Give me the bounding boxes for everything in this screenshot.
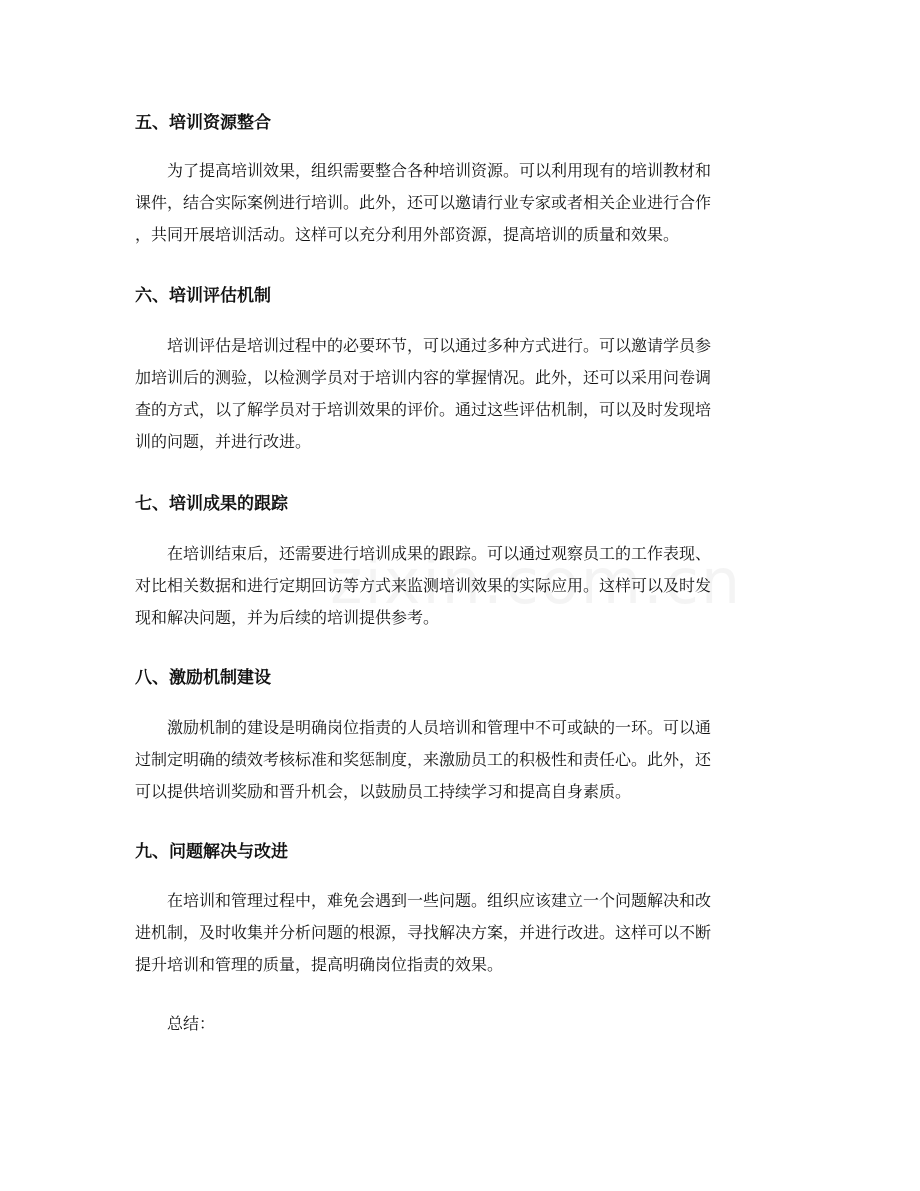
paragraph-line: 培训评估是培训过程中的必要环节，可以通过多种方式进行。可以邀请学员参 (167, 336, 712, 355)
section-heading-6: 六、培训评估机制 (135, 286, 271, 306)
paragraph-line: 可以提供培训奖励和晋升机会，以鼓励员工持续学习和提高自身素质。 (135, 782, 632, 801)
paragraph-line: ，共同开展培训活动。这样可以充分利用外部资源，提高培训的质量和效果。 (135, 225, 680, 244)
summary-label: 总结： (167, 1014, 216, 1033)
paragraph-line: 查的方式，以了解学员对于培训效果的评价。通过这些评估机制，可以及时发现培 (135, 400, 712, 419)
section-paragraph-5 (135, 155, 795, 251)
paragraph-line: 加培训后的测验，以检测学员对于培训内容的掌握情况。此外，还可以采用问卷调 (135, 368, 712, 387)
section-paragraph-8 (135, 712, 795, 808)
section-heading-9: 九、问题解决与改进 (135, 842, 288, 862)
section-paragraph-7 (135, 538, 795, 634)
paragraph-line: 训的问题，并进行改进。 (135, 432, 312, 451)
section-paragraph-6 (135, 330, 795, 458)
paragraph-line: 提升培训和管理的质量，提高明确岗位指责的效果。 (135, 955, 504, 974)
section-heading-5: 五、培训资源整合 (135, 113, 271, 133)
paragraph-line: 现和解决问题，并为后续的培训提供参考。 (135, 608, 440, 627)
paragraph-line: 在培训和管理过程中，难免会遇到一些问题。组织应该建立一个问题解决和改 (167, 891, 712, 910)
paragraph-line: 对比相关数据和进行定期回访等方式来监测培训效果的实际应用。这样可以及时发 (135, 576, 712, 595)
paragraph-line: 过制定明确的绩效考核标准和奖惩制度，来激励员工的积极性和责任心。此外，还 (135, 750, 712, 769)
paragraph-line: 为了提高培训效果，组织需要整合各种培训资源。可以利用现有的培训教材和 (167, 161, 712, 180)
paragraph-line: 激励机制的建设是明确岗位指责的人员培训和管理中不可或缺的一环。可以通 (167, 718, 712, 737)
paragraph-line: 进机制，及时收集并分析问题的根源，寻找解决方案，并进行改进。这样可以不断 (135, 923, 712, 942)
section-paragraph-9 (135, 885, 795, 981)
section-heading-8: 八、激励机制建设 (135, 668, 271, 688)
paragraph-line: 课件，结合实际案例进行培训。此外，还可以邀请行业专家或者相关企业进行合作 (135, 193, 712, 212)
section-heading-7: 七、培训成果的跟踪 (135, 494, 288, 514)
paragraph-line: 在培训结束后，还需要进行培训成果的跟踪。可以通过观察员工的工作表现、 (167, 544, 712, 563)
